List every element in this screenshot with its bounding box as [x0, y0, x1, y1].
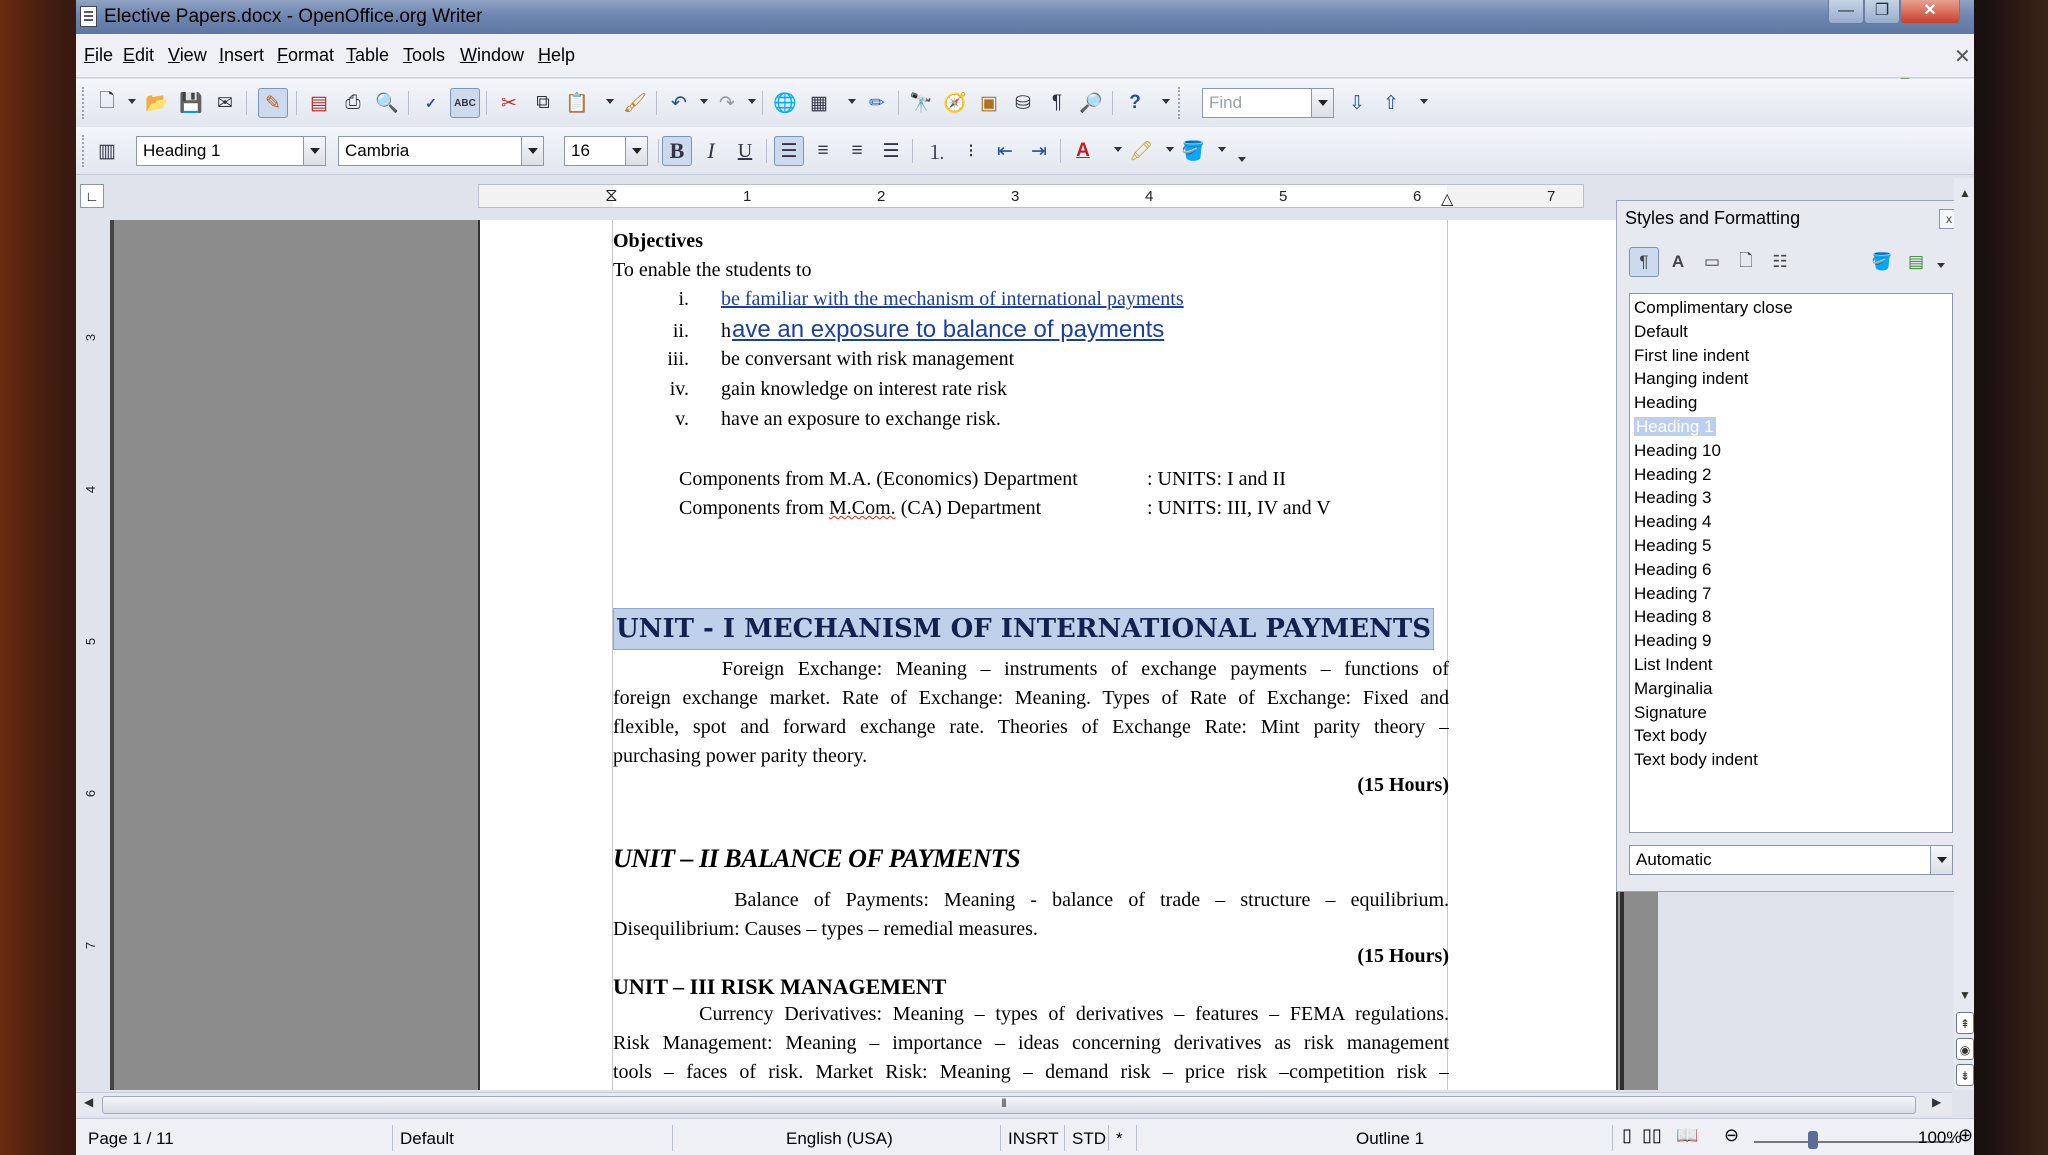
toolbar-overflow-icon[interactable] — [1162, 99, 1170, 104]
horizontal-scroll-thumb[interactable] — [102, 1096, 1916, 1114]
style-item[interactable]: Text body — [1634, 726, 1707, 746]
style-item[interactable]: Signature — [1634, 702, 1707, 722]
unit-3-body-line: tools – faces of risk. Market Risk: Meaning – demand risk – price risk –competition risk – — [613, 1061, 1449, 1083]
objective-text: have an exposure to exchange risk. — [721, 408, 1001, 430]
edit-mode-icon[interactable]: ✎ — [258, 88, 288, 118]
spelling-error-text[interactable]: M.Com. — [829, 497, 896, 519]
objective-number: ii. — [672, 320, 689, 342]
ruler-number: 3 — [83, 333, 99, 342]
right-indent-marker-icon[interactable]: △ — [1441, 191, 1454, 208]
new-document-icon[interactable]: 🗋 — [99, 91, 115, 112]
frame-styles-icon[interactable]: ▭ — [1703, 252, 1721, 271]
style-item[interactable]: Heading 4 — [1634, 512, 1712, 532]
find-input[interactable]: Find — [1202, 88, 1334, 118]
ruler-number: 5 — [1279, 188, 1288, 205]
menu-table[interactable]: Table — [346, 45, 390, 65]
component-units: : UNITS: I and II — [1147, 468, 1286, 490]
autospellcheck-icon[interactable]: ABC — [450, 88, 480, 118]
scroll-down-icon[interactable]: ▼ — [1959, 988, 1971, 1002]
menu-tools[interactable]: Tools — [403, 45, 446, 65]
copy-icon[interactable]: ⧉ — [536, 92, 550, 113]
scroll-up-icon[interactable]: ▲ — [1959, 186, 1971, 200]
menu-bar — [76, 34, 1974, 78]
scroll-right-icon[interactable]: ▶ — [1932, 1095, 1942, 1109]
decrease-indent-icon[interactable]: ⇤ — [997, 140, 1013, 162]
undo-icon[interactable]: ↶ — [671, 92, 687, 114]
multi-page-view-icon[interactable]: ▯▯ — [1642, 1125, 1662, 1145]
tab-stop-selector[interactable]: ∟ — [80, 184, 104, 208]
navigator-icon[interactable]: 🧭 — [943, 93, 967, 114]
navigation-icon[interactable]: ◉ — [1956, 1038, 1974, 1060]
zoom-level[interactable]: 100% — [1918, 1128, 1962, 1147]
font-color-icon[interactable]: A — [1076, 140, 1090, 161]
hyperlink-icon[interactable]: 🌐 — [773, 93, 797, 114]
document-area — [110, 220, 1658, 1090]
ruler-number: 5 — [83, 637, 99, 646]
ruler-number: 7 — [83, 941, 99, 950]
ruler-number: 1 — [743, 188, 752, 205]
style-item[interactable]: Heading 6 — [1634, 559, 1712, 579]
find-replace-icon[interactable]: 🔭 — [909, 93, 933, 114]
toolbar-grip[interactable] — [1178, 87, 1182, 119]
insert-mode-indicator[interactable]: INSRT — [1008, 1129, 1059, 1148]
show-draw-functions-icon[interactable]: ✏ — [869, 92, 885, 114]
style-item[interactable]: Heading 2 — [1634, 464, 1712, 484]
toolbar-grip[interactable] — [82, 135, 86, 167]
ruler-number: 4 — [1145, 188, 1154, 205]
gallery-icon[interactable]: ▣ — [980, 92, 998, 114]
menu-view[interactable]: View — [168, 45, 207, 65]
bullets-icon[interactable]: ⁝ — [967, 140, 975, 162]
ruler-number: 6 — [83, 789, 99, 798]
page-styles-icon[interactable]: 🗋 — [1739, 250, 1753, 270]
style-item[interactable]: Heading 8 — [1634, 607, 1712, 627]
window-title: Elective Papers.docx - OpenOffice.org Writer — [104, 6, 483, 27]
find-previous-icon[interactable]: ⇧ — [1383, 92, 1399, 114]
menu-file[interactable]: File — [84, 45, 114, 65]
ruler-number: 7 — [1547, 188, 1556, 205]
formatting-toolbar — [76, 127, 1974, 175]
styles-panel-title: Styles and Formatting — [1625, 208, 1801, 228]
list-styles-icon[interactable]: ☷ — [1772, 252, 1788, 271]
style-item[interactable]: First line indent — [1634, 345, 1750, 365]
close-window-button[interactable]: ✕ — [1900, 0, 1960, 24]
unit-2-hours: (15 Hours) — [1357, 945, 1449, 967]
clone-formatting-icon[interactable]: 🖌 — [622, 93, 648, 114]
align-center-icon[interactable]: ≡ — [817, 140, 829, 161]
objective-text: gain knowledge on interest rate risk — [721, 378, 1008, 400]
unit-3-heading: UNIT – III RISK MANAGEMENT — [613, 974, 947, 999]
numbering-icon[interactable]: ⒈ — [927, 142, 947, 164]
style-item[interactable]: Heading 7 — [1634, 583, 1712, 603]
objective-number: i. — [678, 288, 689, 310]
table-icon[interactable]: ▦ — [810, 92, 828, 114]
paragraph-styles-icon[interactable]: ¶ — [1629, 247, 1659, 277]
spellcheck-icon[interactable]: ✓ — [425, 94, 437, 111]
unit-1-heading[interactable]: UNIT - I MECHANISM OF INTERNATIONAL PAYMENTS — [613, 608, 1434, 650]
left-indent-marker-icon[interactable]: ⧖ — [605, 185, 618, 205]
unit-1-body-line: foreign exchange market. Rate of Exchange: Meaning. Types of Rate of Exchange: Fixed and — [613, 687, 1449, 709]
data-sources-icon[interactable]: ⛁ — [1015, 92, 1031, 114]
objective-number: v. — [675, 408, 689, 430]
single-page-view-icon[interactable]: ▯ — [1622, 1125, 1632, 1145]
menu-window[interactable]: Window — [460, 45, 525, 65]
title-bar[interactable] — [76, 0, 1974, 34]
fill-format-mode-icon[interactable]: 🪣 — [1871, 252, 1893, 271]
help-icon[interactable]: ? — [1129, 92, 1141, 113]
status-bar — [76, 1118, 1974, 1155]
style-item[interactable]: List Indent — [1634, 654, 1713, 674]
objective-number: iii. — [667, 348, 689, 370]
background-color-dropdown-icon[interactable] — [1218, 147, 1226, 152]
zoom-out-icon[interactable]: ⊖ — [1724, 1125, 1740, 1145]
writer-document-icon — [80, 6, 97, 27]
page-indicator[interactable]: Page 1 / 11 — [88, 1129, 174, 1148]
vertical-scrollbar[interactable] — [1954, 178, 1974, 1090]
menu-edit[interactable]: Edit — [123, 45, 155, 65]
email-icon[interactable]: ✉ — [217, 92, 233, 114]
objective-number: iv. — [669, 378, 689, 400]
unit-1-body-last-line: purchasing power parity theory. — [613, 745, 868, 767]
unit-1-body-line: Foreign Exchange: Meaning – instruments of exchange payments – functions of — [613, 658, 1449, 680]
new-style-dropdown-icon[interactable] — [1937, 263, 1945, 268]
writer-window — [76, 0, 1974, 1155]
style-item[interactable]: Heading 5 — [1634, 535, 1712, 555]
character-styles-icon[interactable]: A — [1671, 252, 1685, 271]
font-name-select[interactable]: Cambria — [338, 136, 544, 166]
increase-indent-icon[interactable]: ⇥ — [1031, 140, 1047, 162]
style-item[interactable]: Hanging indent — [1634, 369, 1749, 389]
horizontal-ruler[interactable] — [478, 184, 1584, 208]
horizontal-scrollbar[interactable] — [76, 1092, 1952, 1116]
italic-button[interactable]: I — [707, 138, 715, 163]
book-view-icon[interactable]: 📖 — [1676, 1125, 1699, 1145]
unit-2-body-last-line: Disequilibrium: Causes – types – remedial measures. — [613, 918, 1038, 940]
style-item[interactable]: Complimentary close — [1634, 298, 1793, 317]
unit-3-body-line: Currency Derivatives: Meaning – types of derivatives – features – FEMA regulations. — [613, 1003, 1449, 1025]
component-label-text: (CA) Department — [895, 497, 1042, 519]
document-text[interactable] — [612, 220, 1448, 1090]
table-dropdown-icon[interactable] — [848, 99, 856, 104]
component-label — [679, 497, 1041, 520]
document-page[interactable] — [478, 220, 1618, 1090]
previous-page-icon[interactable]: ⇞ — [1956, 1012, 1974, 1034]
styles-list — [1629, 293, 1953, 833]
styles-formatting-panel — [1616, 200, 1966, 892]
unit-1-body-line: flexible, spot and forward exchange rate. Theories of Exchange Rate: Mint parity theory – — [613, 716, 1449, 738]
paste-icon[interactable]: 📋 — [565, 93, 589, 114]
redo-icon[interactable]: ↷ — [719, 92, 735, 114]
cut-icon[interactable]: ✂ — [501, 92, 517, 114]
zoom-slider-handle[interactable] — [1808, 1131, 1818, 1149]
bold-button[interactable]: B — [662, 136, 692, 166]
export-pdf-icon[interactable]: ▤ — [310, 92, 328, 114]
page-style-indicator[interactable]: Default — [400, 1129, 454, 1148]
standard-toolbar — [76, 79, 1974, 127]
format-toolbar-overflow-icon[interactable] — [1238, 157, 1246, 162]
next-page-icon[interactable]: ⇟ — [1956, 1064, 1974, 1086]
new-dropdown-icon[interactable] — [128, 99, 136, 104]
formatting-marks-icon[interactable]: ¶ — [1051, 92, 1063, 113]
font-color-dropdown-icon[interactable] — [1114, 147, 1122, 152]
ruler-number: 4 — [83, 485, 99, 494]
print-icon[interactable]: ⎙ — [345, 92, 361, 113]
print-preview-icon[interactable]: 🔍 — [375, 93, 399, 114]
justify-icon[interactable]: ☰ — [882, 140, 900, 162]
menu-help[interactable]: Help — [538, 45, 576, 65]
background-color-icon[interactable]: 🪣 — [1181, 141, 1205, 162]
underline-button[interactable]: U — [737, 139, 753, 162]
style-item[interactable]: Heading — [1634, 393, 1698, 413]
toolbar-grip[interactable] — [82, 87, 86, 119]
style-item[interactable]: Heading 3 — [1634, 488, 1712, 508]
style-item[interactable]: Marginalia — [1634, 678, 1713, 698]
align-left-icon[interactable]: ☰ — [774, 136, 804, 166]
ruler-number: 2 — [877, 188, 886, 205]
style-item[interactable]: Heading 10 — [1634, 440, 1721, 460]
objective-text: be conversant with risk management — [721, 348, 1015, 370]
objective-link[interactable]: ave an exposure to balance of payments — [732, 316, 1165, 343]
align-right-icon[interactable]: ≡ — [851, 140, 863, 161]
outline-indicator: Outline 1 — [1356, 1129, 1425, 1148]
ruler-number: 3 — [1011, 188, 1020, 205]
new-style-from-selection-icon[interactable]: ▤ — [1907, 252, 1925, 271]
paste-dropdown-icon[interactable] — [606, 99, 614, 104]
highlighting-icon[interactable]: 🖍 — [1128, 141, 1154, 162]
vertical-ruler[interactable] — [80, 218, 104, 1088]
styles-filter-select[interactable]: Automatic — [1629, 845, 1953, 875]
objective-item — [613, 316, 1449, 350]
find-toolbar-overflow-icon[interactable] — [1420, 99, 1428, 104]
objective-prefix: h — [721, 320, 731, 342]
component-label: Components from M.A. (Economics) Department — [679, 468, 1078, 490]
menu-format[interactable]: Format — [277, 45, 335, 65]
objectives-intro: To enable the students to — [613, 259, 812, 281]
document-modified-indicator: * — [1116, 1129, 1123, 1148]
find-next-icon[interactable]: ⇩ — [1349, 92, 1365, 114]
component-label-text: Components from — [679, 497, 829, 519]
objectives-heading: Objectives — [613, 230, 703, 252]
component-units: : UNITS: III, IV and V — [1147, 497, 1331, 519]
find-dropdown-button[interactable] — [1311, 89, 1333, 117]
ruler-number: 6 — [1413, 188, 1422, 205]
style-item[interactable]: Text body indent — [1634, 750, 1758, 770]
maximize-button[interactable]: ❐ — [1864, 0, 1900, 24]
objective-link[interactable]: be familiar with the mechanism of international payments — [721, 288, 1184, 310]
styles-formatting-icon[interactable]: ▥ — [98, 140, 116, 162]
style-item-selected[interactable]: Heading 1 — [1636, 416, 1714, 436]
language-indicator[interactable]: English (USA) — [786, 1129, 893, 1148]
close-document-icon[interactable]: ✕ — [1954, 46, 1971, 68]
scroll-left-icon[interactable]: ◀ — [84, 1095, 94, 1109]
zoom-icon[interactable]: 🔎 — [1079, 93, 1103, 114]
selection-mode-indicator[interactable]: STD — [1072, 1129, 1106, 1148]
zoom-in-icon[interactable]: ⊕ — [1958, 1125, 1974, 1145]
unit-1-hours: (15 Hours) — [1357, 774, 1449, 796]
menu-insert[interactable]: Insert — [219, 45, 265, 65]
unit-3-body-line: Risk Management: Meaning – importance – ideas concerning derivatives as risk management — [613, 1032, 1449, 1054]
style-item[interactable]: Heading 9 — [1634, 631, 1712, 651]
unit-2-body-line: Balance of Payments: Meaning - balance of trade – structure – equilibrium. — [613, 889, 1449, 911]
style-item[interactable]: Default — [1634, 321, 1688, 341]
paragraph-style-select[interactable]: Heading 1 — [136, 136, 326, 166]
minimize-button[interactable]: — — [1828, 0, 1864, 24]
save-icon[interactable]: 💾 — [179, 93, 203, 114]
styles-panel-close-button[interactable]: x — [1939, 209, 1959, 229]
undo-dropdown-icon[interactable] — [700, 99, 708, 104]
font-size-select[interactable]: 16 — [564, 136, 648, 166]
open-icon[interactable]: 📂 — [145, 93, 169, 114]
redo-dropdown-icon[interactable] — [748, 99, 756, 104]
highlighting-dropdown-icon[interactable] — [1166, 147, 1174, 152]
unit-2-heading: UNIT – II BALANCE OF PAYMENTS — [613, 844, 1021, 873]
